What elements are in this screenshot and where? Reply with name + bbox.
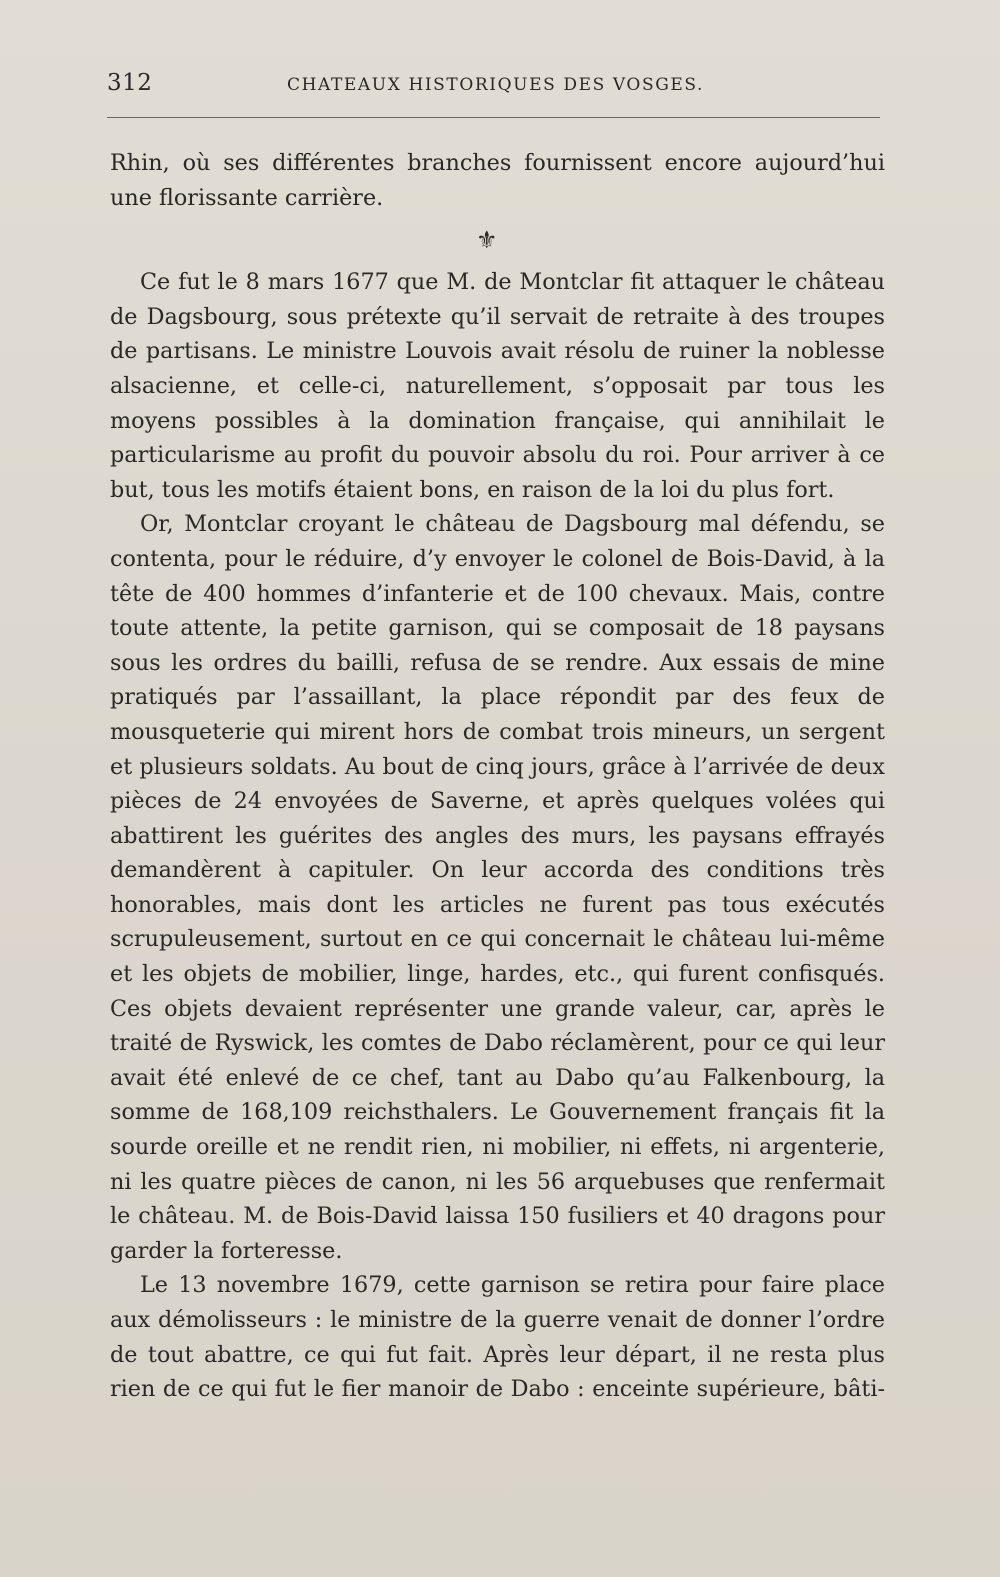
paragraph-montclar-attack: Ce fut le 8 mars 1677 que M. de Montclar fit attaquer le château de Dagsbourg, sous prétexte qu’il servait de retraite à des troupes de partisans. Le ministre Louvois avait résolu de ruiner la noblesse alsacienne, et celle-ci, naturellement, s’opposait par tous les moyens possibles à la domination française, qui annihilait le particularisme au profit du pouvoir absolu du roi. Pour arriver à ce but, tous les motifs étaient bons, en raison de la loi du plus fort.: [110, 269, 885, 503]
fleuron-ornament-icon: ⚜: [476, 226, 498, 255]
header-rule: [107, 117, 880, 118]
paragraph-demolition: Le 13 novembre 1679, cette garnison se retira pour faire place aux démolisseurs : le ministre de la guerre venait de donner l’ordre de tout abattre, ce qui fut fait. Après leur départ, il ne resta plus rien de ce qui fut le fier manoir de Dabo : enceinte supérieure, bâti-: [110, 1272, 885, 1403]
page-header: [107, 68, 880, 104]
running-title: CHATEAUX HISTORIQUES DES VOSGES.: [287, 75, 705, 95]
page-number: 312: [107, 70, 153, 96]
paragraph-continuation: Rhin, où ses différentes branches fournissent encore aujourd’hui une florissante carrière.: [110, 150, 885, 211]
section-separator: [110, 215, 885, 265]
paragraph-siege: Or, Montclar croyant le château de Dagsbourg mal défendu, se contenta, pour le réduire, d’y envoyer le colonel de Bois-David, à la tête de 400 hommes d’infanterie et de 100 chevaux. Mais, contre toute attente, la petite garnison, qui se composait de 18 paysans sous les ordres du bailli, refusa de se rendre. Aux essais de mine pratiqués par l’assaillant, la place répondit par des feux de mousqueterie qui mirent hors de combat trois mineurs, un sergent et plusieurs soldats. Au bout de cinq jours, grâce à l’arrivée de deux pièces de 24 envoyées de Saverne, et après quelques volées qui abattirent les guérites des angles des murs, les paysans effrayés demandèrent à capituler. On leur accorda des conditions très honorables, mais dont les articles ne furent pas tous exécutés scrupuleusement, surtout en ce qui concernait le château lui-même et les objets de mobilier, linge, hardes, etc., qui furent confisqués. Ces objets devaient représenter une grande valeur, car, après le traité de Ryswick, les comtes de Dabo réclamèrent, pour ce qui leur avait été enlevé de ce chef, tant au Dabo qu’au Falkenbourg, la somme de 168,109 reichsthalers. Le Gouvernement français fit la sourde oreille et ne rendit rien, ni mobilier, ni effets, ni argenterie, ni les quatre pièces de canon, ni les 56 arquebuses que renfermait le château. M. de Bois-David laissa 150 fusiliers et 40 dragons pour garder la forteresse.: [110, 511, 885, 1264]
body-text: [110, 146, 885, 1407]
